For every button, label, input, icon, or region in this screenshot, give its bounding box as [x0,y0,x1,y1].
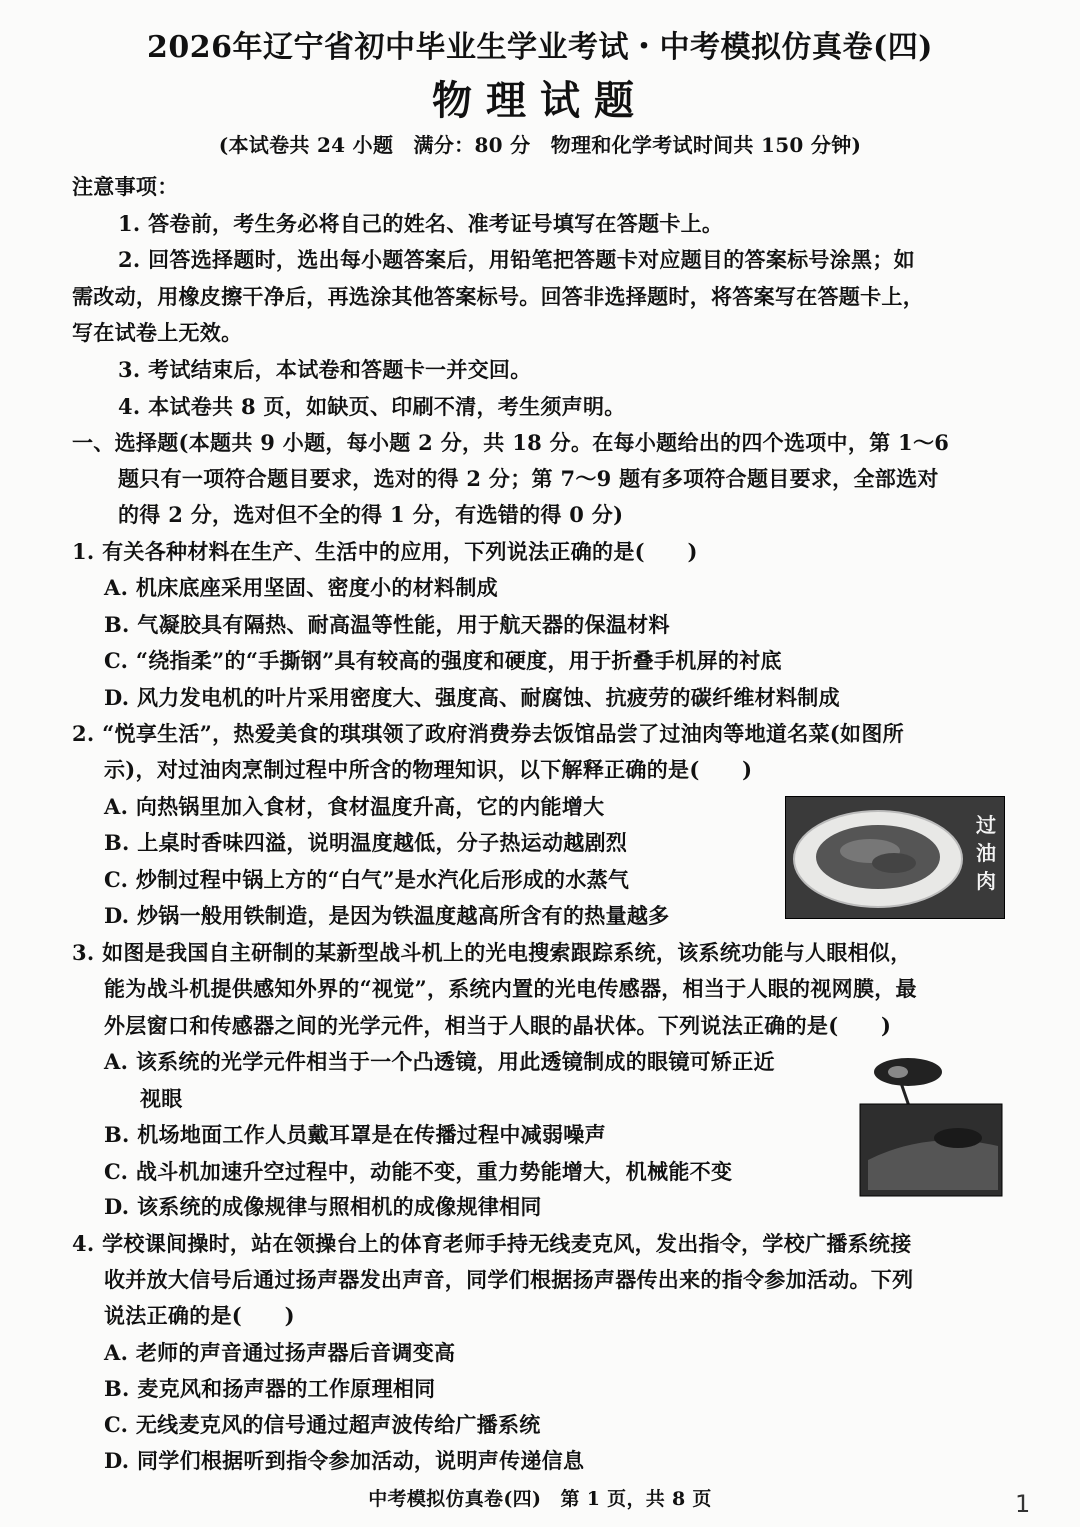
q3-option-d: D. 该系统的成像规律与照相机的成像规律相同 [104,1194,542,1219]
q3-option-a-line-2: 视眼 [140,1086,183,1111]
q3-option-b: B. 机场地面工作人员戴耳罩是在传播过程中减弱噪声 [104,1122,606,1147]
section-1-line-3: 的得 2 分，选对但不全的得 1 分，有选错的得 0 分) [118,502,624,527]
fighter-sensor-illustration [858,1050,1003,1198]
q3-stem-line-1: 3. 如图是我国自主研制的某新型战斗机上的光电搜索跟踪系统，该系统功能与人眼相似， [72,940,912,965]
q2-stem-line-2: 示)，对过油肉烹制过程中所含的物理知识，以下解释正确的是( ) [104,757,753,782]
q1-option-d: D. 风力发电机的叶片采用密度大、强度高、耐腐蚀、抗疲劳的碳纤维材料制成 [104,685,840,710]
q3-option-c: C. 战斗机加速升空过程中，动能不变，重力势能增大，机械能不变 [104,1159,733,1184]
q3-option-a-line-1: A. 该系统的光学元件相当于一个凸透镜，用此透镜制成的眼镜可矫正近 [104,1049,775,1074]
q2-option-a: A. 向热锅里加入食材，食材温度升高，它的内能增大 [104,794,605,819]
q2-option-c: C. 炒制过程中锅上方的“白气”是水汽化后形成的水蒸气 [104,867,630,892]
section-1-line-1: 一、选择题(本题共 9 小题，每小题 2 分，共 18 分。在每小题给出的四个选项中，第 1～6 [72,430,950,455]
q2-option-d: D. 炒锅一般用铁制造，是因为铁温度越高所含有的热量越多 [104,903,670,928]
subject-title: 物理试题 [432,77,648,124]
q3-stem-line-3: 外层窗口和传感器之间的光学元件，相当于人眼的晶状体。下列说法正确的是( ) [104,1013,892,1038]
q4-option-a: A. 老师的声音通过扬声器后音调变高 [104,1340,456,1365]
q2-stem-line-1: 2. “悦享生活”，热爱美食的琪琪领了政府消费券去饭馆品尝了过油肉等地道名菜(如图所 [72,721,904,746]
page-footer: 中考模拟仿真卷(四) 第 1 页，共 8 页 [368,1488,712,1510]
q2-option-b: B. 上桌时香味四溢，说明温度越低，分子热运动越剧烈 [104,830,628,855]
exam-title: 2026年辽宁省初中毕业生学业考试・中考模拟仿真卷(四) [147,30,933,65]
q4-option-c: C. 无线麦克风的信号通过超声波传给广播系统 [104,1412,541,1437]
fighter-sensor-figure [858,1050,1003,1198]
notice-item-2-line-1: 2. 回答选择题时，选出每小题答案后，用铅笔把答题卡对应题目的答案标号涂黑；如 [118,247,915,272]
section-1-line-2: 题只有一项符合题目要求，选对的得 2 分；第 7～9 题有多项符合题目要求，全部选对 [118,466,939,491]
notice-heading: 注意事项： [72,174,179,199]
q3-stem-line-2: 能为战斗机提供感知外界的“视觉”，系统内置的光电传感器，相当于人眼的视网膜，最 [104,976,917,1001]
notice-item-4: 4. 本试卷共 8 页，如缺页、印刷不清，考生须声明。 [118,394,626,419]
q4-stem-line-2: 收并放大信号后通过扬声器发出声音，同学们根据扬声器传出来的指令参加活动。下列 [104,1267,914,1292]
q1-option-b: B. 气凝胶具有隔热、耐高温等性能，用于航天器的保温材料 [104,612,670,637]
q4-option-b: B. 麦克风和扬声器的工作原理相同 [104,1376,436,1401]
dish-illustration [786,797,1004,918]
q1-option-a: A. 机床底座采用坚固、密度小的材料制成 [104,575,498,600]
notice-item-1: 1. 答卷前，考生务必将自己的姓名、准考证号填写在答题卡上。 [118,211,724,236]
page-number: 1 [1015,1490,1031,1518]
notice-item-2-line-3: 写在试卷上无效。 [72,320,243,345]
notice-item-2-line-2: 需改动，用橡皮擦干净后，再选涂其他答案标号。回答非选择题时，将答案写在答题卡上， [72,284,924,309]
dish-caption: 过油肉 [976,813,996,893]
notice-item-3: 3. 考试结束后，本试卷和答题卡一并交回。 [118,357,532,382]
dish-photo [785,796,1005,919]
q1-stem: 1. 有关各种材料在生产、生活中的应用，下列说法正确的是( ) [72,539,698,564]
exam-info: (本试卷共 24 小题 满分：80 分 物理和化学考试时间共 150 分钟) [218,133,862,157]
q4-stem-line-3: 说法正确的是( ) [104,1303,295,1328]
q4-option-d: D. 同学们根据听到指令参加活动，说明声传递信息 [104,1448,585,1473]
q1-option-c: C. “绕指柔”的“手撕钢”具有较高的强度和硬度，用于折叠手机屏的衬底 [104,648,782,673]
q4-stem-line-1: 4. 学校课间操时，站在领操台上的体育老师手持无线麦克风，发出指令，学校广播系统接 [72,1231,912,1256]
